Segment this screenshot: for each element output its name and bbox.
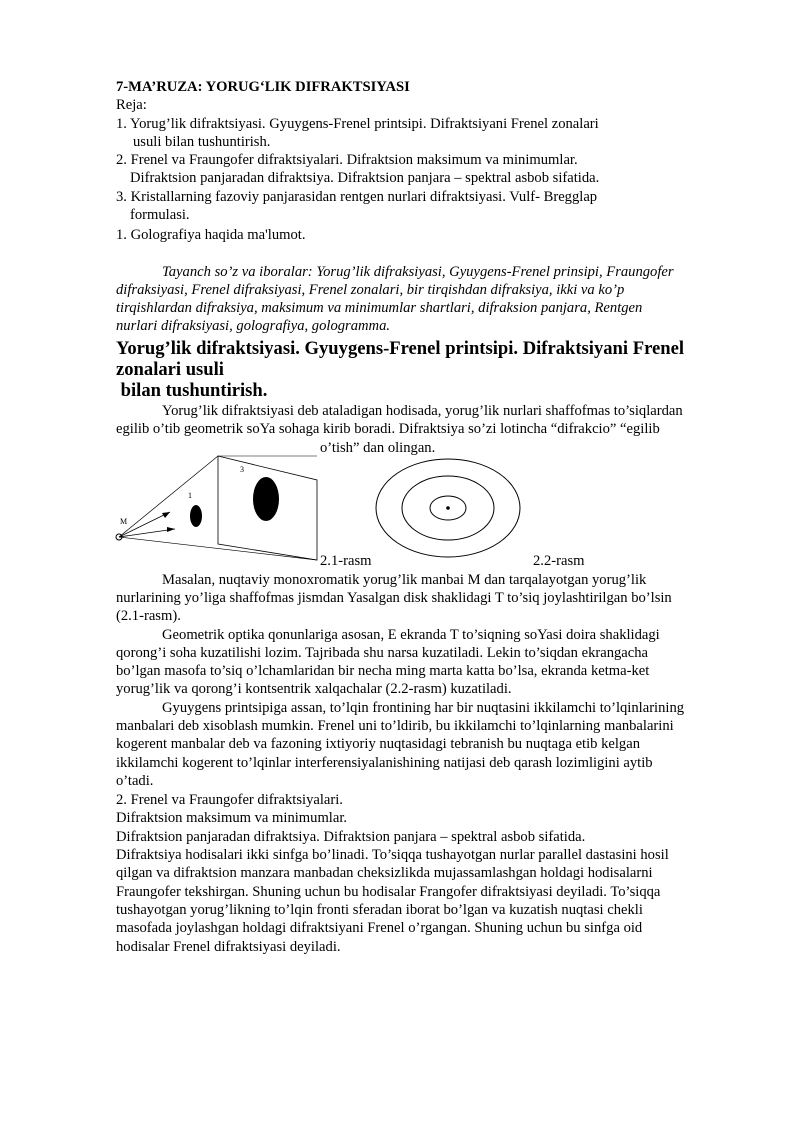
cone-top [119, 456, 218, 537]
figure-2-1-caption: 2.1-rasm [320, 553, 372, 569]
label-3: 3 [240, 465, 244, 474]
para1-line-3: (2.1-rasm). [116, 608, 181, 624]
section2-line-2: Difraktsion maksimum va minimumlar. [116, 810, 348, 826]
plan-item-1-cont: usuli bilan tushuntirish. [133, 134, 271, 150]
para1-line-1: Masalan, nuqtaviy monoxromatik yorug’lik manbai M dan tarqalayotgan yorug’lik [162, 572, 647, 588]
keywords-line-2: difraksiyasi, Frenel difraksiyasi, Frenel zonalari, bir tirqishdan difraksiya, ikki va ko’p [116, 282, 625, 298]
para3-line-2: manbalari deb xisoblash mumkin. Frenel uni to’ldirib, bu ikkilamchi to’lqinlarning manbalarini [116, 718, 674, 734]
para3-line-3: kogerent manbalar deb va fazoning ixtiyoriy nuqtasidagi tebranish bu nuqtaga etib kelgan [116, 736, 640, 752]
intro-line-3: o’tish” dan olingan. [320, 440, 436, 456]
figure-2-1-diagram [110, 452, 325, 567]
para3-line-4: ikkilamchi kogerent to’lqinlar interferensiyalanishining natijasi deb qarash lozimligini aytib [116, 755, 653, 771]
section-heading-line-1: Yorug’lik difraktsiyasi. Gyuygens-Frenel printsipi. Difraktsiyani Frenel [116, 338, 684, 359]
para3-line-5: o’tadi. [116, 773, 154, 789]
section-heading-line-2: zonalari usuli [116, 359, 224, 380]
para2-line-2: qorong’i soha kuzatilishi lozim. Tajribada shu narsa kuzatiladi. Lekin to’siqdan ekrangacha [116, 645, 649, 661]
para2-line-3: bo’lgan masofa to’siq o’lchamlaridan bir necha ming marta katta bo’lsa, ekranda ketma-ket [116, 663, 650, 679]
para2-line-4: yorug’lik va qorong’i kontsentrik xalqachalar (2.2-rasm) kuzatiladi. [116, 681, 512, 697]
figure-2-2-rings [372, 456, 524, 560]
lecture-title: 7-MA’RUZA: YORUG‘LIK DIFRAKTSIYASI [116, 79, 410, 95]
para4-line-3: Fraungofer tekshirgan. Shuning uchun bu hodisalar Frangofer difraktsiyasi deyiladi. To’siqqa [116, 884, 661, 900]
para4-line-6: hodisalar Frenel difraktsiyasi deyiladi. [116, 939, 341, 955]
para4-line-1: Difraktsiya hodisalari ikki sinfga bo’linadi. To’siqqa tushayotgan nurlar parallel dastasini hosil [116, 847, 669, 863]
label-1: 1 [188, 491, 192, 500]
section-heading-line-3: bilan tushuntirish. [116, 380, 268, 401]
plan-item-3-cont: formulasi. [130, 207, 190, 223]
plan-label: Reja: [116, 97, 147, 113]
para3-line-1: Gyuygens printsipiga assan, to’lqin frontining har bir nuqtasini ikkilamchi to’lqinlarining [162, 700, 685, 716]
para2-line-1: Geometrik optika qonunlariga asosan, E ekranda T to’siqning soYasi doira shaklidagi [162, 627, 660, 643]
plan-item-3: 3. Kristallarning fazoviy panjarasidan rentgen nurlari difraktsiyasi. Vulf- Bregglaр [116, 189, 598, 205]
obstacle-disk [190, 505, 202, 527]
intro-line-2: egilib o’tib geometrik soYa sohaga kirib boradi. Difraktsiya so’zi lotincha “difrakcio” “egilib [116, 421, 660, 437]
shadow-disk [253, 477, 279, 521]
plan-item-1: 1. Yorug’lik difraktsiyasi. Gyuygens-Frenel printsipi. Difraktsiyani Frenel zonalari [116, 116, 599, 132]
section2-line-3: Difraktsion panjaradan difraktsiya. Difraktsion panjara – spektral asbob sifatida. [116, 829, 586, 845]
keywords-line-3: tirqishlardan difraksiya, maksimum va minimumlar shartlari, difraksion panjara, Rentgen [116, 300, 643, 316]
plan-item-4: 1. Golografiya haqida ma'lumot. [116, 227, 306, 243]
label-m: M [120, 517, 128, 526]
para4-line-5: masofada joylashgan holdagi difraktsiyani Frenel o’rgangan. Shuning uchun bu sinfga oid [116, 920, 643, 936]
intro-line-1: Yorug’lik difraktsiyasi deb ataladigan hodisada, yorug’lik nurlari shaffofmas to’siqlardan [162, 403, 683, 419]
keywords-line-4: nurlari difraksiyasi, golografiya, gologramma. [116, 318, 391, 334]
center-dot [446, 506, 450, 510]
section2-line-1: 2. Frenel va Fraungofer difraktsiyalari. [116, 792, 343, 808]
para4-line-4: tushayotgan yorug’likning to’lqin fronti sferadan iborat bo’lgan va kuzatish nuqtasi chekli [116, 902, 643, 918]
para1-line-2: nurlarining yo’liga shaffofmas jismdan Yasalgan disk shaklidagi T to’siq joylashtirilgan bo’lsin [116, 590, 672, 606]
keywords-line-1: Tayanch so’z va iboralar: Yorug’lik difraksiyasi, Gyuygens-Frenel prinsipi, Fraungofer [162, 264, 674, 280]
plan-item-2: 2. Frenel va Fraungofer difraktsiyalari. Difraktsion maksimum va minimumlar. [116, 152, 578, 168]
plan-item-2-cont: Difraktsion panjaradan difraktsiya. Difraktsion panjara – spektral asbob sifatida. [130, 170, 600, 186]
figure-2-2-caption: 2.2-rasm [533, 553, 585, 569]
para4-line-2: qilgan va difraktsion manzara manbadan cheksizlikda mujassamlashgan holdagi hodisalarni [116, 865, 653, 881]
